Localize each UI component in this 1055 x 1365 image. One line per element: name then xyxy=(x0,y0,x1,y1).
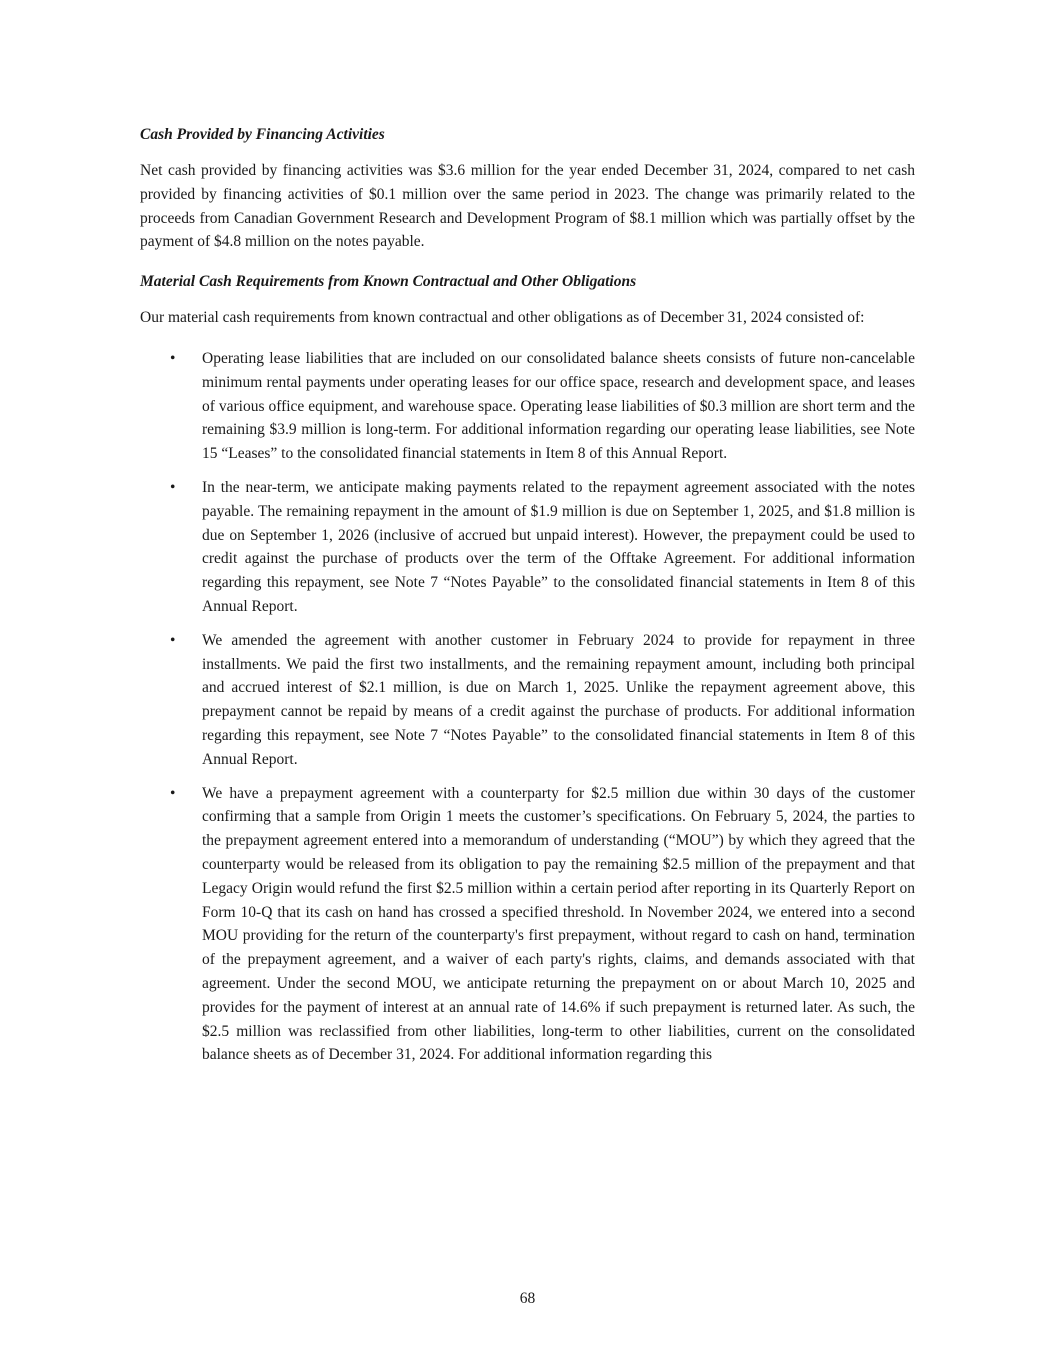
bullet-text-notes-payable-repayment: In the near-term, we anticipate making payments related to the repayment agreement associated with the notes payable. The remaining repayment in the amount of $1.9 million is due on September 1, 2025, and $1.8 million is due on September 1, 2026 (inclusive of accrued but unpaid interest). However, the prepayment could be used to credit against the purchase of products over the term of the Offtake Agreement. For additional information regarding this repayment, see Note 7 “Notes Payable” to the consolidated financial statements in Item 8 of this Annual Report. xyxy=(202,478,915,615)
bullet-text-prepayment-agreement: We have a prepayment agreement with a counterparty for $2.5 million due within 30 days of the customer confirming that a sample from Origin 1 meets the customer’s specifications. On February 5, 2024, the parties to the prepayment agreement entered into a memorandum of understanding (“MOU”) by which they agreed that the counterparty would be released from its obligation to pay the remaining $2.5 million of the prepayment and that Legacy Origin would refund the first $2.5 million within a certain period after reporting in its Quarterly Report on Form 10-Q that its cash on hand has crossed a specified threshold. In November 2024, we entered into a second MOU providing for the return of the counterparty's first prepayment, without regard to cash on hand, termination of the prepayment agreement, and a waiver of each party's rights, claims, and demands associated with that agreement. Under the second MOU, we anticipate returning the prepayment on or about March 10, 2025 and provides for the payment of interest at an annual rate of 14.6% if such prepayment is returned later. As such, the $2.5 million was reclassified from other liabilities, long-term to other liabilities, current on the consolidated balance sheets as of December 31, 2024. For additional information regarding this xyxy=(202,784,915,1064)
document-page xyxy=(140,124,915,1077)
obligations-bullet-list xyxy=(140,347,915,1067)
bullet-icon: • xyxy=(170,631,176,649)
section-heading-financing-activities: Cash Provided by Financing Activities xyxy=(140,126,385,143)
material-cash-intro-paragraph: Our material cash requirements from known contractual and other obligations as of December 31, 2024 consisted of: xyxy=(140,309,865,327)
bullet-icon: • xyxy=(170,478,176,496)
financing-activities-paragraph: Net cash provided by financing activities was $3.6 million for the year ended December 31, 2024, compared to net cash provided by financing activities of $0.1 million over the same period in 2023. The change was primarily related to the proceeds from Canadian Government Research and Development Program of $8.1 million which was partially offset by the payment of $4.8 million on the notes payable. xyxy=(140,162,915,251)
list-item xyxy=(140,347,915,466)
bullet-text-amended-agreement: We amended the agreement with another customer in February 2024 to provide for repayment in three installments. We paid the first two installments, and the remaining repayment amount, including both principal and accrued interest of $2.1 million, is due on March 1, 2025. Unlike the repayment agreement above, this prepayment cannot be repaid by means of a credit against the purchase of products. For additional information regarding this repayment, see Note 7 “Notes Payable” to the consolidated financial statements in Item 8 of this Annual Report. xyxy=(202,631,915,768)
section-heading-material-cash-requirements: Material Cash Requirements from Known Contractual and Other Obligations xyxy=(140,273,637,291)
bullet-text-operating-leases: Operating lease liabilities that are included on our consolidated balance sheets consists of future non-cancelable minimum rental payments under operating leases for our office space, research and development space, and leases of various office equipment, and warehouse space. Operating lease liabilities of $0.3 million are short term and the remaining $3.9 million is long-term. For additional information regarding our operating lease liabilities, see Note 15 “Leases” to the consolidated financial statements in Item 8 of this Annual Report. xyxy=(202,349,915,463)
list-item xyxy=(140,782,915,1068)
bullet-icon: • xyxy=(170,349,176,367)
page-number: 68 xyxy=(519,1290,536,1307)
bullet-icon: • xyxy=(170,784,176,802)
list-item xyxy=(140,476,915,619)
list-item xyxy=(140,629,915,772)
